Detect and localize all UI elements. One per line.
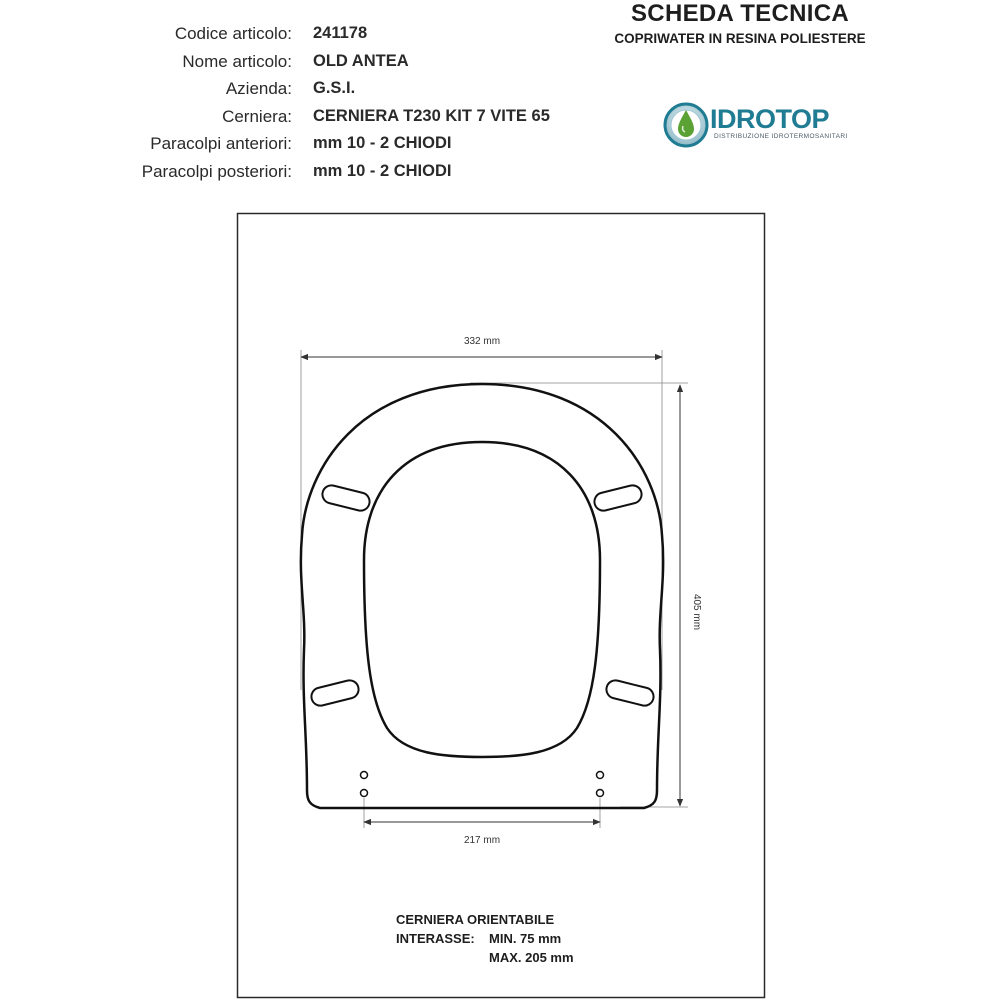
spec-value: mm 10 - 2 CHIODI <box>313 134 452 152</box>
width-dimension-label: 332 mm <box>463 336 501 347</box>
seat-outline <box>301 384 663 808</box>
bumper-slot <box>310 678 361 707</box>
seat-opening <box>364 442 600 757</box>
logo-wordmark-part: TOP <box>775 104 830 134</box>
spec-label: Codice articolo: <box>174 24 292 43</box>
hinge-hole <box>597 772 604 779</box>
bumper-slot <box>593 483 644 512</box>
spec-label: Nome articolo: <box>182 51 292 71</box>
logo-tagline: DISTRIBUZIONE IDROTERMOSANITARI <box>714 133 848 140</box>
hinge-title: CERNIERA ORIENTABILE <box>396 912 555 927</box>
logo-wordmark-part: IDRO <box>710 104 776 134</box>
spec-value: 241178 <box>313 24 368 42</box>
bumper-slot <box>605 678 656 707</box>
spec-label: Paracolpi posteriori: <box>141 161 292 181</box>
spec-value: OLD ANTEA <box>313 51 409 70</box>
page-subtitle: COPRIWATER IN RESINA POLIESTERE <box>614 31 866 46</box>
interasse-label: INTERASSE: <box>396 931 475 946</box>
spec-value: CERNIERA T230 KIT 7 VITE 65 <box>313 106 550 125</box>
interasse-max: MAX. 205 mm <box>489 950 574 965</box>
hinge-hole <box>597 790 604 797</box>
spec-label: Azienda: <box>225 79 292 98</box>
hinge-hole <box>361 772 368 779</box>
spec-value: mm 10 - 2 CHIODI <box>313 161 452 180</box>
spec-label: Cerniera: <box>222 106 292 126</box>
height-dimension-label: 405 mm <box>691 593 702 631</box>
bumper-slot <box>321 483 372 512</box>
interasse-min: MIN. 75 mm <box>489 931 562 946</box>
spec-value: G.S.I. <box>313 79 356 97</box>
page-title: SCHEDA TECNICA <box>631 0 849 27</box>
hinge-spacing-label: 217 mm <box>463 835 501 846</box>
hinge-hole <box>361 790 368 797</box>
spec-label: Paracolpi anteriori: <box>150 134 292 153</box>
drawing-frame <box>238 214 765 998</box>
